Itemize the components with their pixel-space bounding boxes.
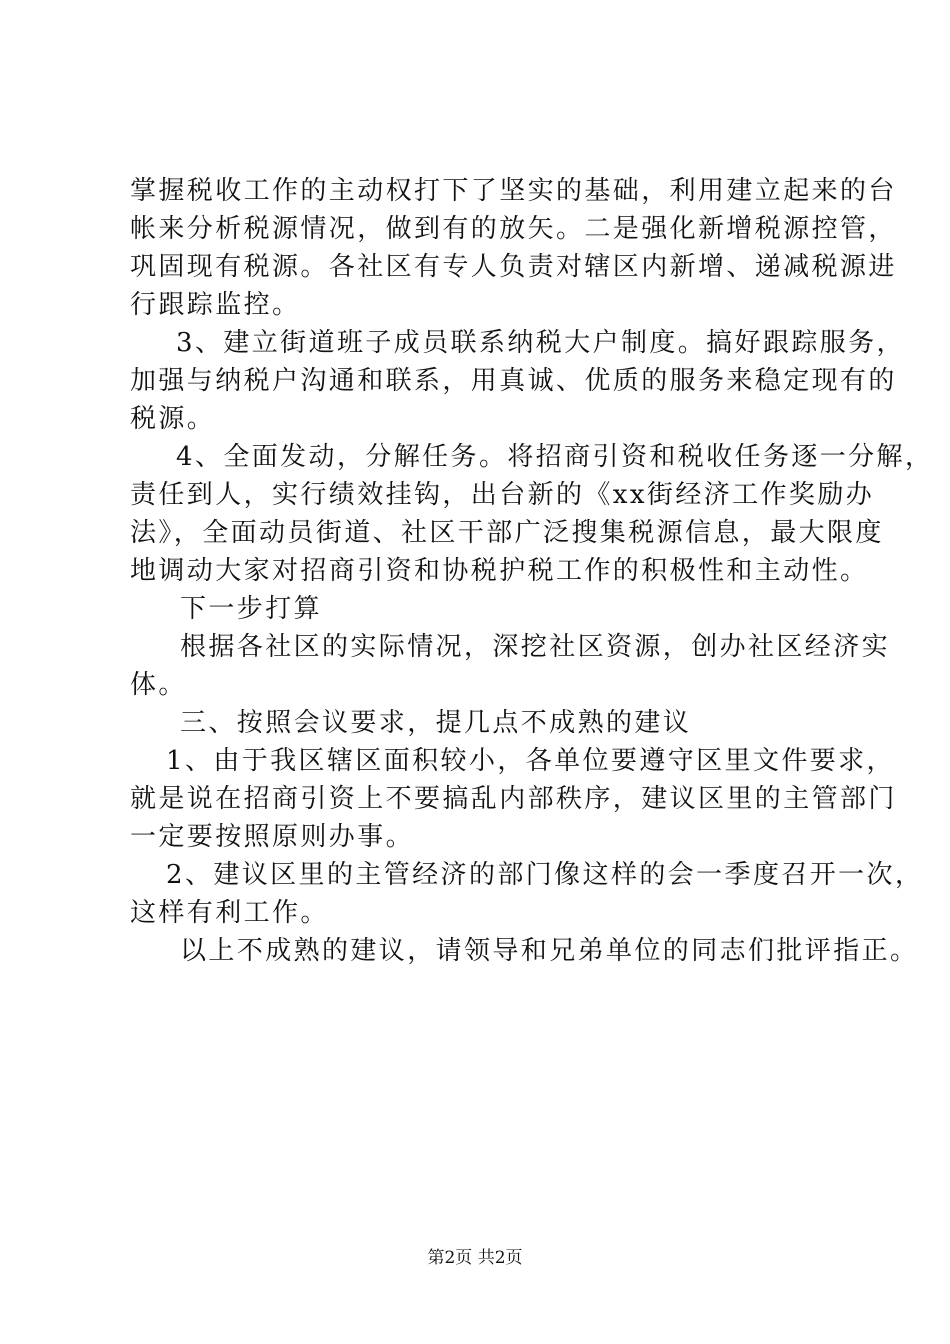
text-line: 行跟踪监控。: [130, 290, 301, 320]
page-indicator: 第2页 共2页: [427, 1248, 523, 1268]
text-line: 税源。: [130, 404, 216, 434]
page-footer: [0, 1243, 950, 1268]
text-line: 以上不成熟的建议，请领导和兄弟单位的同志们批评指正。: [180, 936, 919, 966]
text-line: 法》，全面动员街道、社区干部广泛搜集税源信息，最大限度: [130, 518, 884, 548]
section-heading: 下一步打算: [180, 594, 323, 624]
text-line: 2、建议区里的主管经济的部门像这样的会一季度召开一次，: [166, 860, 924, 890]
text-line: 就是说在招商引资上不要搞乱内部秩序，建议区里的主管部门: [130, 784, 897, 814]
text-line: 帐来分析税源情况，做到有的放矢。二是强化新增税源控管，: [130, 214, 897, 244]
text-line: 巩固现有税源。各社区有专人负责对辖区内新增、递减税源进: [130, 252, 897, 282]
text-line: 地调动大家对招商引资和协税护税工作的积极性和主动性。: [130, 556, 869, 586]
text-line: 一定要按照原则办事。: [130, 822, 415, 852]
text-line: 这样有利工作。: [130, 898, 329, 928]
text-line: 加强与纳税户沟通和联系，用真诚、优质的服务来稳定现有的: [130, 366, 897, 396]
text-line: 4、全面发动，分解任务。将招商引资和税收任务逐一分解，: [176, 442, 934, 472]
document-body: [130, 172, 934, 970]
text-line: 3、建立街道班子成员联系纳税大户制度。搞好跟踪服务，: [176, 328, 905, 358]
text-line: 责任到人，实行绩效挂钩，出台新的《xx街经济工作奖励办: [130, 480, 875, 510]
text-line: 掌握税收工作的主动权打下了坚实的基础，利用建立起来的台: [130, 176, 897, 206]
text-line: 体。: [130, 670, 187, 700]
text-line: 根据各社区的实际情况，深挖社区资源，创办社区经济实: [180, 632, 891, 662]
section-heading: 三、按照会议要求，提几点不成熟的建议: [180, 708, 692, 738]
text-line: 1、由于我区辖区面积较小，各单位要遵守区里文件要求，: [166, 746, 895, 776]
